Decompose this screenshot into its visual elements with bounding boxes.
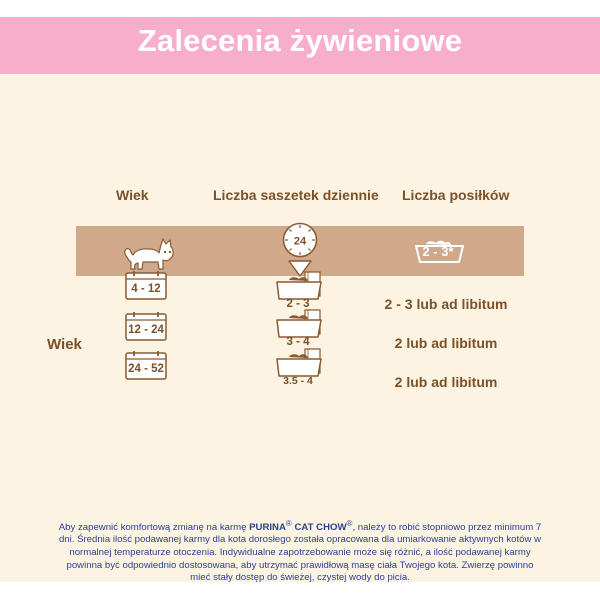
sachet-range-label: 2 - 3 — [286, 298, 310, 310]
kitten-icon — [121, 231, 177, 273]
footnote-text: , należy to robić stopniowo przez minimum 7 dni. Średnia ilość podawanej karmy dla kota dorosłego została opracowana dla umiarkowanie aktywnych kotów w normalnej temperaturze otoczenia. Indywidualne zapotrzebowanie może się różnić, a ilość podawanej karmy powinna być odpowiednio dostosowana, aby utrzymać prawidłową masę ciała Twojego kota. Zwierzę powinno mieć stały dostęp do świeżej, czystej wody do picia. — [58, 521, 542, 584]
pouch-icon — [275, 347, 325, 377]
meals-label: 2 lub ad libitum — [394, 374, 498, 390]
column-header-age: Wiek — [116, 187, 149, 203]
row-header-age: Wiek — [47, 336, 82, 353]
meals-label: 2 - 3 lub ad libitum — [384, 296, 508, 312]
pouch-icon — [275, 308, 325, 338]
sachet-range-label: 3 - 4 — [286, 336, 310, 348]
registered-mark: ® — [346, 518, 353, 528]
age-range-label: 12 - 24 — [128, 324, 164, 336]
footnote-text: Aby zapewnić komfortową zmianę na karmę — [58, 521, 250, 533]
age-range-label: 24 - 52 — [128, 363, 164, 375]
header-meals-badge: 2 - 3* — [422, 244, 454, 259]
brand-name: PURINA — [249, 521, 286, 533]
brand-name: CAT CHOW — [291, 521, 347, 533]
pouch-icon — [275, 270, 325, 300]
clock-label: 24 — [293, 235, 307, 248]
feeding-panel — [0, 17, 600, 582]
age-range-label: 4 - 12 — [131, 283, 161, 295]
sachet-range-label: 3.5 - 4 — [283, 375, 313, 387]
page-title: Zalecenia żywieniowe — [137, 22, 463, 58]
registered-mark: ® — [285, 518, 292, 528]
column-header-meals: Liczba posiłków — [402, 187, 510, 203]
footnote — [57, 518, 543, 585]
column-header-sachets: Liczba saszetek dziennie — [213, 187, 379, 203]
meals-label: 2 lub ad libitum — [394, 335, 498, 351]
banner — [0, 17, 600, 74]
